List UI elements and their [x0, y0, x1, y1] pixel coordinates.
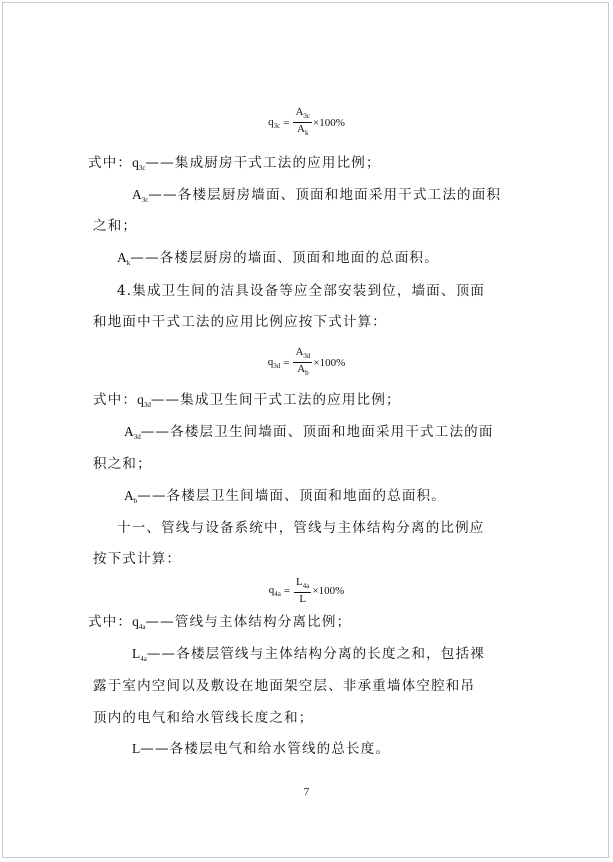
definition-a3d-cont: 积之和； [93, 456, 152, 472]
definition-ak: $A_k——$各楼层厨房的墙面、顶面和地面的总面积。 [117, 250, 439, 267]
paragraph-item4: 4.集成卫生间的洁具设备等应全部安装到位，墙面、顶面 [117, 283, 486, 299]
definition-q3d: 式中：$q_{3d}——$集成卫生间干式工法的应用比例； [93, 392, 401, 409]
definition-q4a: 式中：$q_{4a}——$管线与主体结构分离比例； [88, 614, 352, 631]
definition-l4a-cont1: 露于室内空间以及敷设在地面架空层、非承重墙体空腔和吊 [93, 678, 476, 694]
paragraph-section11-cont: 按下式计算： [93, 551, 182, 567]
formula-fraction: $\frac{A_{3c}}{A_k}$ [295, 106, 310, 137]
formula-q3c: $q_{3c}$ = $\frac{A_{3c}}{A_k}$ ×100% [268, 106, 345, 137]
definition-ab: $A_b——$各楼层卫生间墙面、顶面和地面的总面积。 [124, 488, 446, 505]
formula-q3d: $q_{3d}$ = $\frac{A_{3d}}{A_b}$ ×100% [267, 346, 346, 377]
formula-q4a: $q_{4a}$ = $\frac{L_{4a}}{L}$ ×100% [268, 576, 345, 605]
page-number: 7 [303, 786, 310, 798]
definition-l4a-cont2: 顶内的电气和给水管线长度之和； [93, 710, 314, 726]
definition-a3c: $A_{3c}——$各楼层厨房墙面、顶面和地面采用干式工法的面积 [132, 187, 502, 204]
definition-l: L——各楼层电气和给水管线的总长度。 [132, 741, 391, 757]
definition-q3c: 式中：$q_{3c}——$集成厨房干式工法的应用比例； [88, 155, 381, 172]
paragraph-item4-cont: 和地面中干式工法的应用比例应按下式计算： [93, 314, 387, 330]
definition-a3c-cont: 之和； [93, 218, 138, 234]
definition-l4a: $L_{4a}——$各楼层管线与主体结构分离的长度之和，包括裸 [132, 646, 485, 663]
formula-lhs: $q_{3c}$ [268, 115, 281, 130]
definition-a3d: $A_{3d}——$各楼层卫生间墙面、顶面和地面采用干式工法的面 [124, 424, 494, 441]
paragraph-section11: 十一、管线与设备系统中，管线与主体结构分离的比例应 [117, 520, 485, 536]
